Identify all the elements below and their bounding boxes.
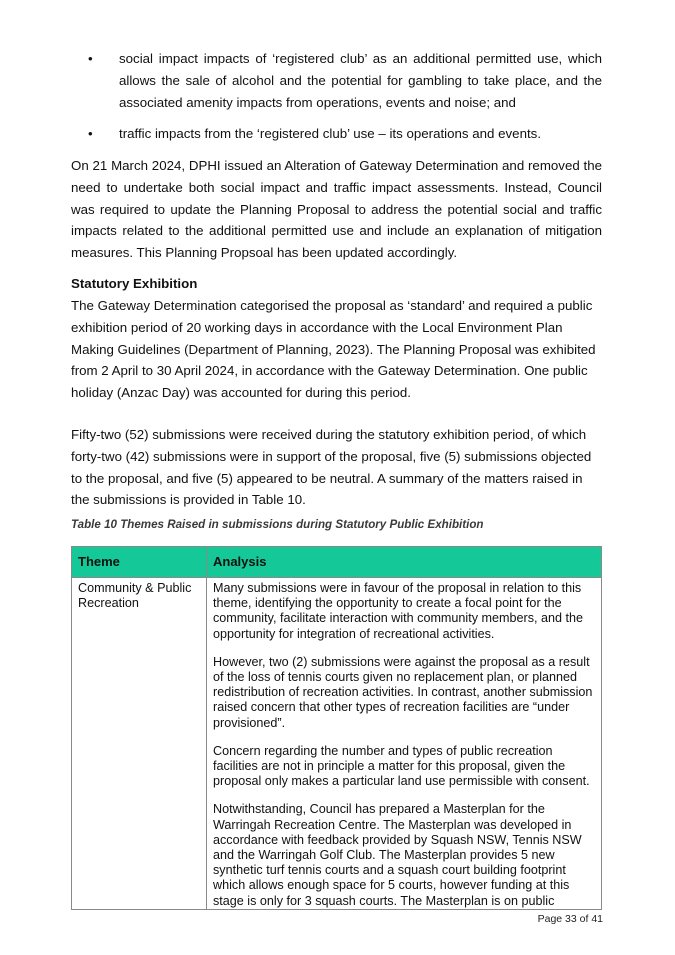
column-header-theme: Theme	[72, 547, 207, 578]
analysis-paragraph: Many submissions were in favour of the proposal in relation to this theme, identifying the opportunity to create a focal point for the community, facilitate interaction with community members, and the opportunity for integration of recreational activities.	[213, 581, 584, 641]
section-heading-statutory-exhibition: Statutory Exhibition	[71, 276, 198, 291]
bullet-item-social-impact	[71, 48, 602, 113]
paragraph-statutory-exhibition: The Gateway Determination categorised the proposal as ‘standard’ and required a public exhibition period of 20 working days in accordance with the Local Environment Plan Making Guidelines (Department of Planning, 2023). The Planning Proposal was exhibited from 2 April to 30 April 2024, in accordance with the Gateway Determination. One public holiday (Anzac Day) was accounted for during this period.	[71, 298, 596, 401]
bullet-text: traffic impacts from the ‘registered club’ use – its operations and events.	[119, 126, 542, 141]
column-header-analysis: Analysis	[207, 547, 602, 578]
theme-cell: Community & Public Recreation	[72, 578, 207, 910]
analysis-paragraph: Concern regarding the number and types of public recreation facilities are not in principle a matter for this proposal, given the proposal only makes a particular land use permissible with consent.	[213, 743, 590, 789]
themes-table	[71, 546, 602, 910]
table-header-row	[72, 547, 602, 578]
paragraph-alteration-gateway: On 21 March 2024, DPHI issued an Alteration of Gateway Determination and removed the need to undertake both social impact and traffic impact assessments. Instead, Council was required to update the Planning Proposal to address the potential social and traffic impacts related to the additional permitted use and include an explanation of mitigation measures. This Planning Propsoal has been updated accordingly.	[71, 158, 602, 261]
bullet-item-traffic-impact	[71, 123, 602, 145]
paragraph-submissions-summary: Fifty-two (52) submissions were received during the statutory exhibition period, of which forty-two (42) submissions were in support of the proposal, five (5) submissions objected to the proposal, and five (5) appeared to be neutral. A summary of the matters raised in the submissions is provided in Table 10.	[71, 427, 592, 508]
table-row	[72, 578, 602, 910]
bullet-icon: •	[88, 51, 93, 66]
table-caption: Table 10 Themes Raised in submissions during Statutory Public Exhibition	[71, 518, 484, 531]
page-number: Page 33 of 41	[537, 913, 603, 925]
analysis-paragraph: However, two (2) submissions were against the proposal as a result of the loss of tennis courts given no replacement plan, or planned redistribution of recreation activities. In contrast, another submission raised concern that other types of recreation facilities are “under provisioned”.	[213, 654, 593, 730]
bullet-text: social impact impacts of ‘registered club’ as an additional permitted use, which allows the sale of alcohol and the potential for gambling to take place, and the associated amenity impacts from operations, events and noise; and	[119, 51, 602, 110]
analysis-cell	[207, 578, 602, 910]
analysis-paragraph: Notwithstanding, Council has prepared a Masterplan for the Warringah Recreation Centre. The Masterplan was developed in accordance with feedback provided by Squash NSW, Tennis NSW and the Warringah Golf Club. The Masterplan provides 5 new synthetic turf tennis courts and a squash court building footprint which allows enough space for 5 courts, however funding at this stage is only for 3 squash courts. The Masterplan is on public	[213, 802, 582, 908]
bullet-icon: •	[88, 126, 93, 141]
